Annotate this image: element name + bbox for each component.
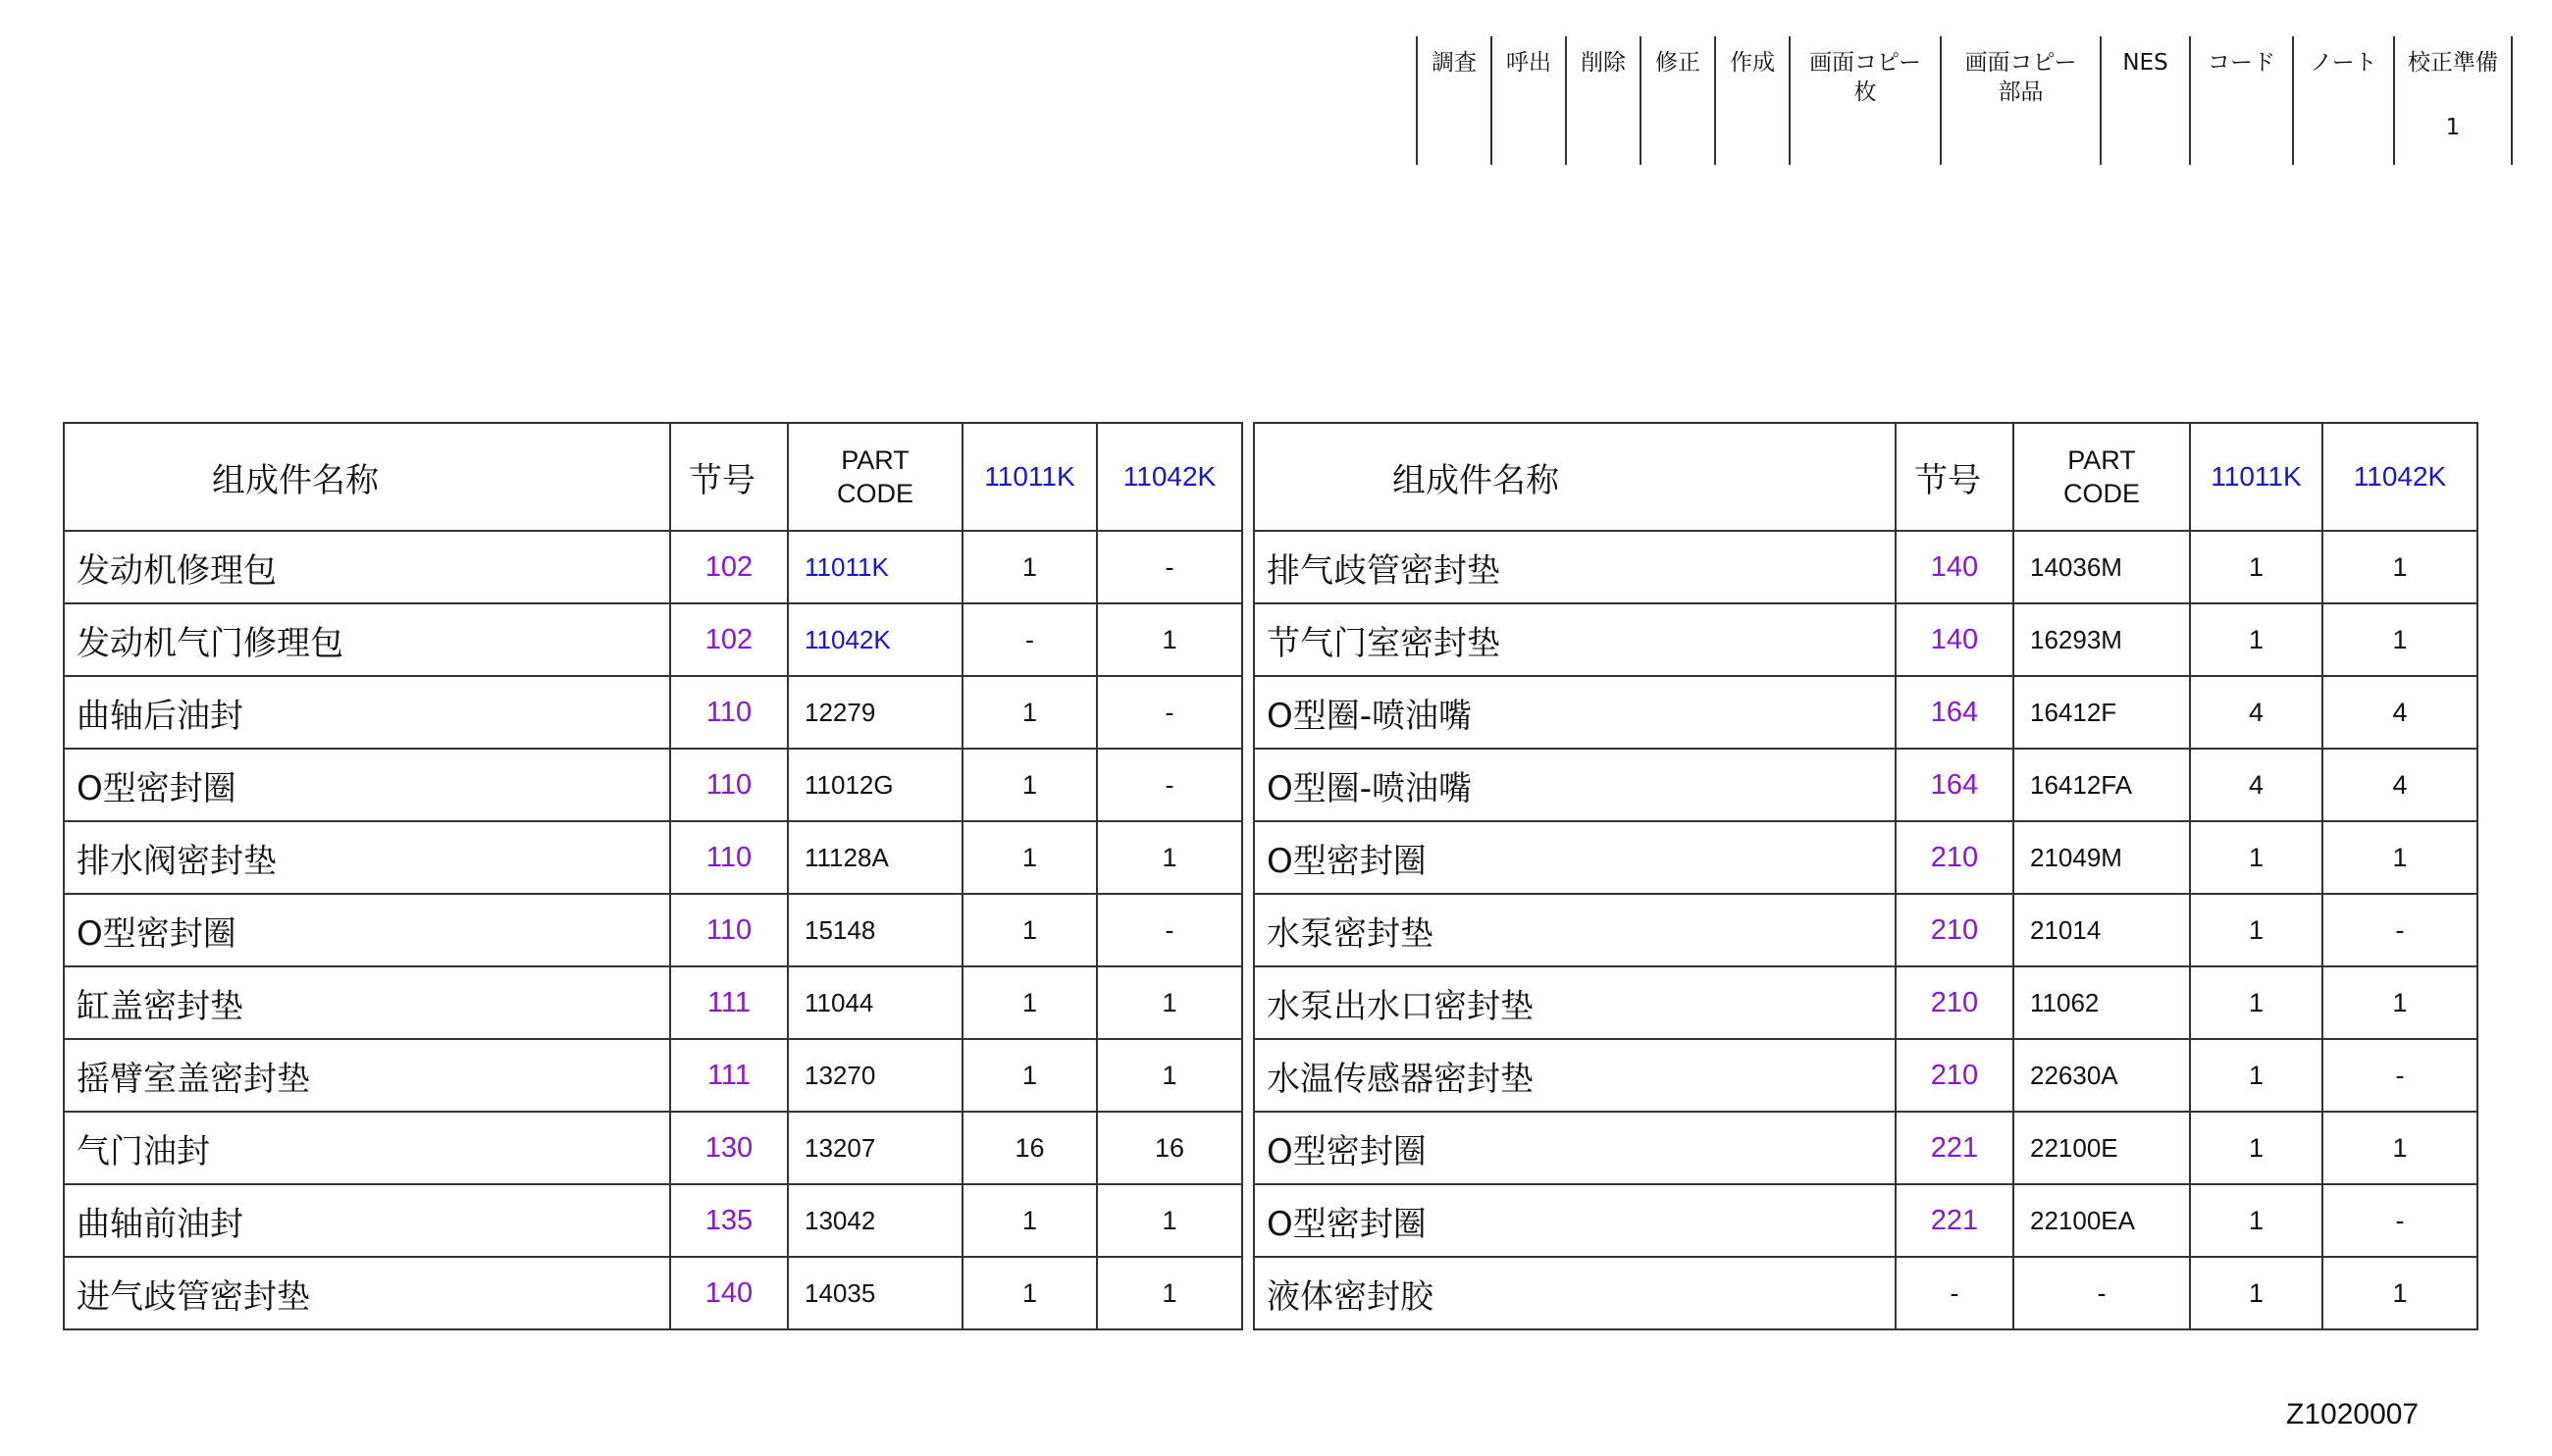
section-number: 164 bbox=[1896, 749, 2013, 821]
qty-11011k: 1 bbox=[2190, 1112, 2322, 1184]
part-name: 水泵出水口密封垫 bbox=[1254, 966, 1896, 1039]
qty-11011k: 1 bbox=[2190, 531, 2322, 603]
header-part-code-right: PART CODE bbox=[2013, 423, 2190, 531]
qty-11011k: 1 bbox=[2190, 1039, 2322, 1112]
header-part-code: PART CODE bbox=[788, 423, 963, 531]
column-separator bbox=[1242, 1039, 1254, 1112]
section-number: 140 bbox=[670, 1257, 788, 1329]
stamp-column bbox=[2294, 36, 2395, 165]
table-row bbox=[64, 749, 2477, 821]
column-separator bbox=[1242, 423, 1254, 531]
section-number: 111 bbox=[670, 966, 788, 1039]
part-code: 22630A bbox=[2013, 1039, 2190, 1112]
section-number: 110 bbox=[670, 821, 788, 894]
qty-11011k: 1 bbox=[2190, 603, 2322, 676]
column-separator bbox=[1242, 749, 1254, 821]
column-separator bbox=[1242, 821, 1254, 894]
part-code: 16293M bbox=[2013, 603, 2190, 676]
part-name: 摇臂室盖密封垫 bbox=[64, 1039, 670, 1112]
part-code: 22100EA bbox=[2013, 1184, 2190, 1257]
qty-11042k: 1 bbox=[1097, 1039, 1242, 1112]
part-name: 水温传感器密封垫 bbox=[1254, 1039, 1896, 1112]
stamp-column bbox=[1942, 36, 2102, 165]
part-name: 曲轴前油封 bbox=[64, 1184, 670, 1257]
header-section: 节号 bbox=[670, 423, 788, 531]
part-code: 11042K bbox=[788, 603, 963, 676]
part-code: 14036M bbox=[2013, 531, 2190, 603]
stamp-label: 画面コピー 部品 bbox=[1964, 50, 2077, 105]
qty-11042k: 1 bbox=[2322, 1257, 2477, 1329]
stamp-label: 調査 bbox=[1432, 50, 1477, 76]
part-name: 发动机气门修理包 bbox=[64, 603, 670, 676]
part-code: 11128A bbox=[788, 821, 963, 894]
section-number: 110 bbox=[670, 749, 788, 821]
section-number: 140 bbox=[1896, 603, 2013, 676]
header-name-right: 组成件名称 bbox=[1254, 423, 1896, 531]
part-name: 水泵密封垫 bbox=[1254, 894, 1896, 966]
part-code: 11012G bbox=[788, 749, 963, 821]
qty-11042k: 1 bbox=[1097, 966, 1242, 1039]
qty-11042k: 4 bbox=[2322, 676, 2477, 749]
table-row bbox=[64, 821, 2477, 894]
approval-stamp-box bbox=[1416, 36, 2513, 165]
stamp-label: NES bbox=[2122, 50, 2168, 76]
section-number: 210 bbox=[1896, 894, 2013, 966]
qty-11042k: - bbox=[1097, 531, 1242, 603]
part-name: O型圈-喷油嘴 bbox=[1254, 676, 1896, 749]
part-code: 13207 bbox=[788, 1112, 963, 1184]
stamp-label: 作成 bbox=[1730, 50, 1775, 76]
qty-11042k: - bbox=[1097, 749, 1242, 821]
table-row bbox=[64, 1039, 2477, 1112]
part-name: O型密封圈 bbox=[1254, 1184, 1896, 1257]
header-version-1-right: 11011K bbox=[2190, 423, 2322, 531]
table-row bbox=[64, 603, 2477, 676]
header-section-right: 节号 bbox=[1896, 423, 2013, 531]
part-code: 12279 bbox=[788, 676, 963, 749]
qty-11042k: 4 bbox=[2322, 749, 2477, 821]
qty-11042k: 1 bbox=[2322, 531, 2477, 603]
qty-11011k: 1 bbox=[963, 676, 1097, 749]
part-code: 11044 bbox=[788, 966, 963, 1039]
section-number: 164 bbox=[1896, 676, 2013, 749]
stamp-label: コード bbox=[2208, 50, 2275, 76]
part-code: - bbox=[2013, 1257, 2190, 1329]
stamp-column bbox=[1567, 36, 1641, 165]
section-number: - bbox=[1896, 1257, 2013, 1329]
column-separator bbox=[1242, 894, 1254, 966]
qty-11011k: 1 bbox=[963, 966, 1097, 1039]
section-number: 102 bbox=[670, 603, 788, 676]
header-version-2: 11042K bbox=[1097, 423, 1242, 531]
qty-11042k: 1 bbox=[1097, 1184, 1242, 1257]
part-name: O型密封圈 bbox=[64, 749, 670, 821]
qty-11011k: 16 bbox=[963, 1112, 1097, 1184]
stamp-label: 校正準備 bbox=[2408, 50, 2498, 76]
part-code: 21014 bbox=[2013, 894, 2190, 966]
table-row bbox=[64, 1184, 2477, 1257]
section-number: 221 bbox=[1896, 1112, 2013, 1184]
qty-11042k: - bbox=[2322, 1039, 2477, 1112]
qty-11011k: 1 bbox=[2190, 1184, 2322, 1257]
qty-11042k: 1 bbox=[2322, 603, 2477, 676]
qty-11042k: 1 bbox=[2322, 821, 2477, 894]
section-number: 135 bbox=[670, 1184, 788, 1257]
part-name: 节气门室密封垫 bbox=[1254, 603, 1896, 676]
part-name: 排水阀密封垫 bbox=[64, 821, 670, 894]
qty-11042k: - bbox=[2322, 1184, 2477, 1257]
section-number: 110 bbox=[670, 894, 788, 966]
part-code: 13042 bbox=[788, 1184, 963, 1257]
qty-11042k: 1 bbox=[1097, 603, 1242, 676]
part-name: 发动机修理包 bbox=[64, 531, 670, 603]
part-code: 15148 bbox=[788, 894, 963, 966]
stamp-label: 画面コピー 枚 bbox=[1808, 50, 1922, 105]
stamp-label: 呼出 bbox=[1506, 50, 1551, 76]
part-code: 11062 bbox=[2013, 966, 2190, 1039]
part-code: 13270 bbox=[788, 1039, 963, 1112]
part-name: 气门油封 bbox=[64, 1112, 670, 1184]
qty-11042k: - bbox=[2322, 894, 2477, 966]
column-separator bbox=[1242, 1257, 1254, 1329]
qty-11011k: 1 bbox=[963, 531, 1097, 603]
part-code: 22100E bbox=[2013, 1112, 2190, 1184]
qty-11011k: 1 bbox=[2190, 894, 2322, 966]
parts-table bbox=[63, 422, 2478, 1330]
section-number: 140 bbox=[1896, 531, 2013, 603]
column-separator bbox=[1242, 966, 1254, 1039]
column-separator bbox=[1242, 1184, 1254, 1257]
part-code: 11011K bbox=[788, 531, 963, 603]
qty-11011k: 1 bbox=[963, 1257, 1097, 1329]
qty-11011k: 4 bbox=[2190, 749, 2322, 821]
section-number: 102 bbox=[670, 531, 788, 603]
stamp-column bbox=[2191, 36, 2294, 165]
header-name: 组成件名称 bbox=[64, 423, 670, 531]
stamp-value: 1 bbox=[2445, 115, 2461, 140]
qty-11042k: 16 bbox=[1097, 1112, 1242, 1184]
stamp-column bbox=[2395, 36, 2513, 165]
column-separator bbox=[1242, 603, 1254, 676]
qty-11011k: 1 bbox=[2190, 1257, 2322, 1329]
part-code: 16412FA bbox=[2013, 749, 2190, 821]
table-row bbox=[64, 1257, 2477, 1329]
table-row bbox=[64, 894, 2477, 966]
qty-11011k: 1 bbox=[963, 894, 1097, 966]
stamp-column bbox=[1492, 36, 1567, 165]
qty-11011k: 4 bbox=[2190, 676, 2322, 749]
stamp-label: ノート bbox=[2310, 50, 2377, 76]
column-separator bbox=[1242, 1112, 1254, 1184]
table-header-row bbox=[64, 423, 2477, 531]
qty-11011k: 1 bbox=[963, 821, 1097, 894]
part-name: 液体密封胶 bbox=[1254, 1257, 1896, 1329]
table-row bbox=[64, 966, 2477, 1039]
header-version-1: 11011K bbox=[963, 423, 1097, 531]
part-name: O型密封圈 bbox=[1254, 1112, 1896, 1184]
qty-11011k: 1 bbox=[2190, 966, 2322, 1039]
section-number: 210 bbox=[1896, 1039, 2013, 1112]
section-number: 210 bbox=[1896, 821, 2013, 894]
part-code: 14035 bbox=[788, 1257, 963, 1329]
qty-11042k: 1 bbox=[1097, 1257, 1242, 1329]
qty-11042k: - bbox=[1097, 894, 1242, 966]
part-name: 曲轴后油封 bbox=[64, 676, 670, 749]
column-separator bbox=[1242, 676, 1254, 749]
header-version-2-right: 11042K bbox=[2322, 423, 2477, 531]
part-name: O型密封圈 bbox=[1254, 821, 1896, 894]
column-separator bbox=[1242, 531, 1254, 603]
part-name: 缸盖密封垫 bbox=[64, 966, 670, 1039]
part-code: 16412F bbox=[2013, 676, 2190, 749]
stamp-label: 削除 bbox=[1581, 50, 1626, 76]
section-number: 110 bbox=[670, 676, 788, 749]
part-name: 排气歧管密封垫 bbox=[1254, 531, 1896, 603]
qty-11011k: 1 bbox=[963, 1039, 1097, 1112]
table-row bbox=[64, 531, 2477, 603]
table-row bbox=[64, 1112, 2477, 1184]
qty-11011k: - bbox=[963, 603, 1097, 676]
stamp-label: 修正 bbox=[1655, 50, 1700, 76]
qty-11011k: 1 bbox=[2190, 821, 2322, 894]
document-number: Z1020007 bbox=[2286, 1398, 2420, 1430]
part-code: 21049M bbox=[2013, 821, 2190, 894]
stamp-column bbox=[1716, 36, 1791, 165]
qty-11042k: 1 bbox=[1097, 821, 1242, 894]
section-number: 130 bbox=[670, 1112, 788, 1184]
stamp-column bbox=[1791, 36, 1942, 165]
qty-11042k: 1 bbox=[2322, 1112, 2477, 1184]
stamp-column bbox=[1418, 36, 1492, 165]
stamp-column bbox=[1641, 36, 1716, 165]
stamp-column bbox=[2102, 36, 2191, 165]
table-row bbox=[64, 676, 2477, 749]
part-name: O型圈-喷油嘴 bbox=[1254, 749, 1896, 821]
section-number: 210 bbox=[1896, 966, 2013, 1039]
qty-11011k: 1 bbox=[963, 1184, 1097, 1257]
qty-11042k: - bbox=[1097, 676, 1242, 749]
section-number: 221 bbox=[1896, 1184, 2013, 1257]
part-name: O型密封圈 bbox=[64, 894, 670, 966]
qty-11042k: 1 bbox=[2322, 966, 2477, 1039]
section-number: 111 bbox=[670, 1039, 788, 1112]
qty-11011k: 1 bbox=[963, 749, 1097, 821]
part-name: 进气歧管密封垫 bbox=[64, 1257, 670, 1329]
